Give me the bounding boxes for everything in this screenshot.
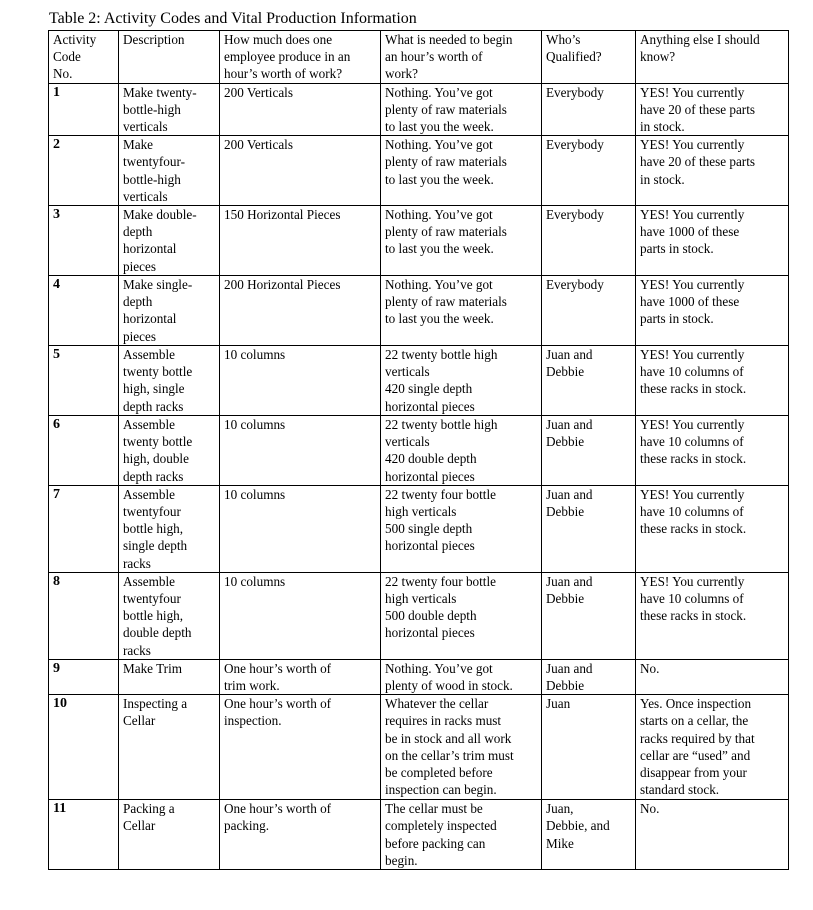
cell-line: twenty bottle [123,364,193,380]
cell-line: requires in racks must [385,713,502,729]
cell-line: Juan and [546,486,593,502]
cell-line: plenty of raw materials [385,294,507,310]
activity-code-cell: 11 [49,800,119,870]
description-cell [119,659,220,694]
qualified-cell [542,659,636,694]
header-notes [636,31,789,84]
cell-line: YES! You currently [640,137,745,153]
description-cell [119,485,220,572]
notes-cell [636,276,789,346]
cell-line: One hour’s worth of [224,801,332,817]
activity-code-cell: 9 [49,659,119,694]
produce-cell [220,346,381,416]
cell-line: 10 columns [224,417,286,433]
cell-line: horizontal pieces [385,625,475,641]
cell-line: standard stock. [640,782,720,798]
cell-line: Nothing. You’ve got [385,137,493,153]
cell-line: bottle high, [123,608,184,624]
cell-line: racks [123,642,151,658]
header-line: Description [123,32,185,47]
cell-line: Nothing. You’ve got [385,207,493,223]
cell-line: have 20 of these parts [640,101,755,117]
cell-line: depth [123,224,153,240]
header-line: work? [385,66,418,82]
cell-line: One hour’s worth of [224,660,332,676]
activity-codes-table [48,30,789,870]
cell-line: cellar are “used” and [640,747,751,763]
qualified-cell [542,572,636,659]
qualified-cell [542,346,636,416]
needed-cell [381,206,542,276]
activity-code-cell: 3 [49,206,119,276]
needed-cell [381,485,542,572]
header-line: hour’s worth of work? [224,66,343,82]
cell-line: in stock. [640,171,685,187]
cell-line: completely inspected [385,818,497,834]
table-row [49,485,789,572]
table-caption: Table 2: Activity Codes and Vital Production Information [49,10,417,27]
cell-line: horizontal pieces [385,538,475,554]
cell-line: plenty of raw materials [385,101,507,117]
cell-line: horizontal [123,241,177,257]
needed-cell [381,346,542,416]
header-line: employee produce in an [224,49,351,65]
header-qualified [542,31,636,84]
header-line: What is needed to begin [385,32,513,47]
qualified-cell [542,416,636,486]
cell-line: these racks in stock. [640,608,747,624]
activity-code-cell: 8 [49,572,119,659]
table-row [49,83,789,136]
header-line: Anything else I should [640,32,760,47]
needed-cell [381,695,542,800]
cell-line: Yes. Once inspection [640,696,752,712]
header-row [49,31,789,84]
cell-line: YES! You currently [640,84,745,100]
cell-line: 200 Horizontal Pieces [224,277,341,293]
cell-line: have 10 columns of [640,364,744,380]
table-row [49,659,789,694]
table-row [49,416,789,486]
cell-line: depth racks [123,468,184,484]
header-activity-code [49,31,119,84]
cell-line: horizontal [123,311,177,327]
cell-line: to last you the week. [385,311,494,327]
cell-line: bottle high, [123,521,184,537]
header-line: know? [640,49,676,65]
cell-line: Make single- [123,277,193,293]
needed-cell [381,572,542,659]
cell-line: 22 twenty four bottle [385,573,496,589]
cell-line: 150 Horizontal Pieces [224,207,341,223]
qualified-cell [542,136,636,206]
cell-line: Make twenty- [123,84,197,100]
cell-line: Debbie [546,364,585,380]
cell-line: have 1000 of these [640,294,740,310]
cell-line: Packing a [123,801,175,817]
cell-line: be completed before [385,765,493,781]
cell-line: before packing can [385,835,486,851]
table-row [49,572,789,659]
produce-cell [220,416,381,486]
cell-line: Debbie [546,434,585,450]
cell-line: Cellar [123,713,156,729]
table-row [49,136,789,206]
cell-line: Everybody [546,207,604,223]
cell-line: disappear from your [640,765,747,781]
cell-line: verticals [123,188,168,204]
notes-cell [636,346,789,416]
produce-cell [220,206,381,276]
cell-line: Assemble [123,347,176,363]
description-cell [119,800,220,870]
description-cell [119,276,220,346]
cell-line: Assemble [123,573,176,589]
activity-code-cell: 2 [49,136,119,206]
cell-line: twentyfour [123,504,181,520]
cell-line: 200 Verticals [224,137,293,153]
description-cell [119,346,220,416]
needed-cell [381,83,542,136]
cell-line: YES! You currently [640,486,745,502]
table-row [49,695,789,800]
cell-line: bottle-high [123,171,181,187]
header-needed [381,31,542,84]
produce-cell [220,485,381,572]
cell-line: Debbie [546,678,585,694]
cell-line: plenty of raw materials [385,224,507,240]
cell-line: Cellar [123,818,156,834]
cell-line: Make [123,137,154,153]
cell-line: Everybody [546,137,604,153]
description-cell [119,416,220,486]
cell-line: horizontal pieces [385,468,475,484]
cell-line: 22 twenty four bottle [385,486,496,502]
cell-line: have 10 columns of [640,591,744,607]
notes-cell [636,83,789,136]
cell-line: twenty bottle [123,434,193,450]
cell-line: Make double- [123,207,197,223]
cell-line: Assemble [123,417,176,433]
activity-code-cell: 7 [49,485,119,572]
cell-line: Debbie [546,504,585,520]
cell-line: Everybody [546,277,604,293]
cell-line: have 20 of these parts [640,154,755,170]
cell-line: pieces [123,328,156,344]
cell-line: Debbie [546,591,585,607]
header-line: an hour’s worth of [385,49,483,65]
cell-line: One hour’s worth of [224,696,332,712]
notes-cell [636,416,789,486]
needed-cell [381,659,542,694]
table-row [49,206,789,276]
needed-cell [381,276,542,346]
cell-line: Nothing. You’ve got [385,84,493,100]
cell-line: verticals [123,119,168,135]
description-cell [119,695,220,800]
cell-line: inspection. [224,713,282,729]
cell-line: to last you the week. [385,171,494,187]
cell-line: Everybody [546,84,604,100]
cell-line: verticals [385,434,430,450]
qualified-cell [542,83,636,136]
produce-cell [220,276,381,346]
description-cell [119,206,220,276]
needed-cell [381,136,542,206]
cell-line: single depth [123,538,188,554]
header-line: How much does one [224,32,333,47]
cell-line: these racks in stock. [640,451,747,467]
cell-line: Juan [546,696,571,712]
cell-line: Assemble [123,486,176,502]
cell-line: Make Trim [123,660,182,676]
needed-cell [381,800,542,870]
cell-line: Juan and [546,347,593,363]
cell-line: high, double [123,451,189,467]
activity-code-cell: 1 [49,83,119,136]
cell-line: 10 columns [224,347,286,363]
cell-line: high verticals [385,591,457,607]
cell-line: YES! You currently [640,573,745,589]
cell-line: YES! You currently [640,277,745,293]
cell-line: in stock. [640,119,685,135]
produce-cell [220,659,381,694]
cell-line: Nothing. You’ve got [385,277,493,293]
description-cell [119,136,220,206]
table-row [49,276,789,346]
cell-line: high, single [123,381,185,397]
cell-line: Juan, [546,801,574,817]
qualified-cell [542,206,636,276]
notes-cell [636,695,789,800]
cell-line: twentyfour [123,591,181,607]
cell-line: YES! You currently [640,207,745,223]
cell-line: 500 single depth [385,521,473,537]
cell-line: 22 twenty bottle high [385,417,498,433]
activity-code-cell: 5 [49,346,119,416]
cell-line: verticals [385,364,430,380]
table-row [49,346,789,416]
cell-line: Juan and [546,573,593,589]
cell-line: starts on a cellar, the [640,713,749,729]
cell-line: 200 Verticals [224,84,293,100]
produce-cell [220,136,381,206]
produce-cell [220,572,381,659]
cell-line: racks [123,555,151,571]
cell-line: depth [123,294,153,310]
cell-line: Debbie, and [546,818,610,834]
cell-line: 420 single depth [385,381,473,397]
cell-line: have 10 columns of [640,434,744,450]
header-line: Qualified? [546,49,602,65]
table-row [49,800,789,870]
cell-line: 10 columns [224,573,286,589]
cell-line: The cellar must be [385,801,483,817]
cell-line: on the cellar’s trim must [385,747,514,763]
notes-cell [636,572,789,659]
cell-line: trim work. [224,678,280,694]
cell-line: Nothing. You’ve got [385,660,493,676]
cell-line: plenty of raw materials [385,154,507,170]
cell-line: packing. [224,818,270,834]
cell-line: be in stock and all work [385,730,512,746]
notes-cell [636,485,789,572]
cell-line: YES! You currently [640,347,745,363]
produce-cell [220,695,381,800]
produce-cell [220,83,381,136]
notes-cell [636,206,789,276]
cell-line: these racks in stock. [640,381,747,397]
cell-line: begin. [385,852,418,868]
header-line: Code [53,49,81,65]
cell-line: Whatever the cellar [385,696,489,712]
produce-cell [220,800,381,870]
notes-cell [636,800,789,870]
cell-line: pieces [123,258,156,274]
activity-code-cell: 6 [49,416,119,486]
cell-line: bottle-high [123,101,181,117]
cell-line: have 10 columns of [640,504,744,520]
cell-line: parts in stock. [640,311,714,327]
cell-line: inspection can begin. [385,782,497,798]
cell-line: have 1000 of these [640,224,740,240]
cell-line: high verticals [385,504,457,520]
notes-cell [636,136,789,206]
cell-line: double depth [123,625,192,641]
description-cell [119,83,220,136]
cell-line: these racks in stock. [640,521,747,537]
activity-code-cell: 10 [49,695,119,800]
cell-line: depth racks [123,398,184,414]
qualified-cell [542,695,636,800]
needed-cell [381,416,542,486]
cell-line: Juan and [546,660,593,676]
cell-line: 10 columns [224,486,286,502]
cell-line: No. [640,660,660,676]
cell-line: plenty of wood in stock. [385,678,513,694]
cell-line: No. [640,801,660,817]
header-line: No. [53,66,73,82]
cell-line: YES! You currently [640,417,745,433]
activity-code-cell: 4 [49,276,119,346]
header-line: Activity [53,32,97,47]
description-cell [119,572,220,659]
cell-line: to last you the week. [385,241,494,257]
cell-line: 22 twenty bottle high [385,347,498,363]
cell-line: 420 double depth [385,451,477,467]
qualified-cell [542,800,636,870]
header-line: Who’s [546,32,581,47]
cell-line: 500 double depth [385,608,477,624]
cell-line: racks required by that [640,730,755,746]
cell-line: parts in stock. [640,241,714,257]
qualified-cell [542,276,636,346]
cell-line: horizontal pieces [385,398,475,414]
cell-line: Inspecting a [123,696,188,712]
header-produce [220,31,381,84]
cell-line: twentyfour- [123,154,185,170]
cell-line: to last you the week. [385,119,494,135]
header-description [119,31,220,84]
cell-line: Juan and [546,417,593,433]
qualified-cell [542,485,636,572]
notes-cell [636,659,789,694]
cell-line: Mike [546,835,574,851]
